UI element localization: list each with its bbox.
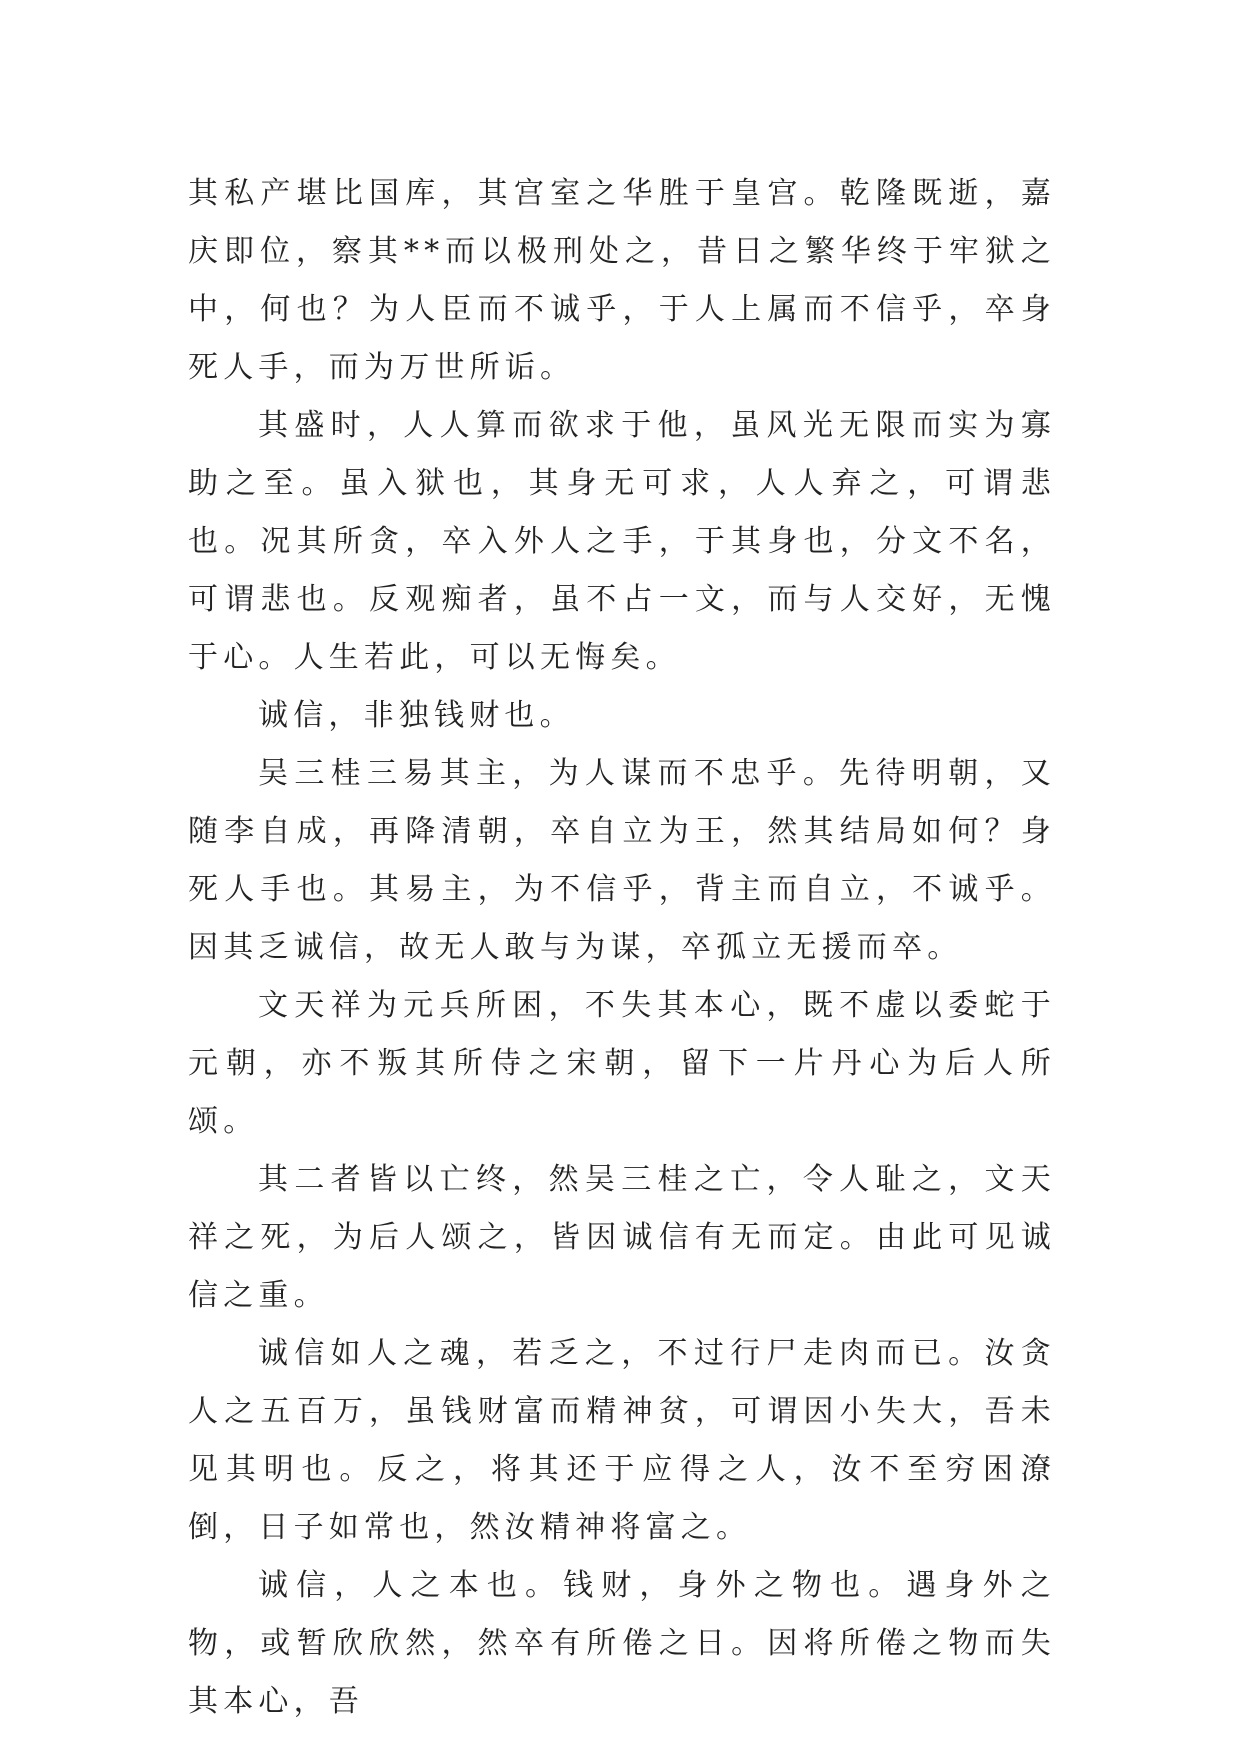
paragraph-2: 其盛时，人人算而欲求于他，虽风光无限而实为寡助之至。虽入狱也，其身无可求，人人弃之，可谓悲也。况其所贪，卒入外人之手，于其身也，分文不名，可谓悲也。反观痴者，虽不占一文，而与人交好，无愧于心。人生若此，可以无悔矣。 [188,408,1056,675]
paragraph-6: 其二者皆以亡终，然吴三桂之亡，令人耻之，文天祥之死，为后人颂之，皆因诚信有无而定。由此可见诚信之重。 [188,1162,1056,1313]
paragraph-7: 诚信如人之魂，若乏之，不过行尸走肉而已。汝贪人之五百万，虽钱财富而精神贫，可谓因小失大，吾未见其明也。反之，将其还于应得之人，汝不至穷困潦倒，日子如常也，然汝精神将富之。 [188,1336,1056,1545]
paragraph-4: 吴三桂三易其主，为人谋而不忠乎。先待明朝，又随李自成，再降清朝，卒自立为王，然其结局如何？身死人手也。其易主，为不信乎，背主而自立，不诚乎。因其乏诚信，故无人敢与为谋，卒孤立无援而卒。 [188,756,1056,965]
paragraph-8: 诚信，人之本也。钱财，身外之物也。遇身外之物，或暂欣欣然，然卒有所倦之日。因将所倦之物而失其本心，吾 [188,1568,1056,1719]
paragraph-5: 文天祥为元兵所困，不失其本心，既不虚以委蛇于元朝，亦不叛其所侍之宋朝，留下一片丹心为后人所颂。 [188,988,1056,1139]
paragraph-3: 诚信，非独钱财也。 [258,698,575,733]
paragraph-1: 其私产堪比国库，其宫室之华胜于皇宫。乾隆既逝，嘉庆即位，察其**而以极刑处之，昔日之繁华终于牢狱之中，何也？为人臣而不诚乎，于人上属而不信乎，卒身死人手，而为万世所诟。 [188,176,1056,385]
document-body [188,165,1056,1731]
